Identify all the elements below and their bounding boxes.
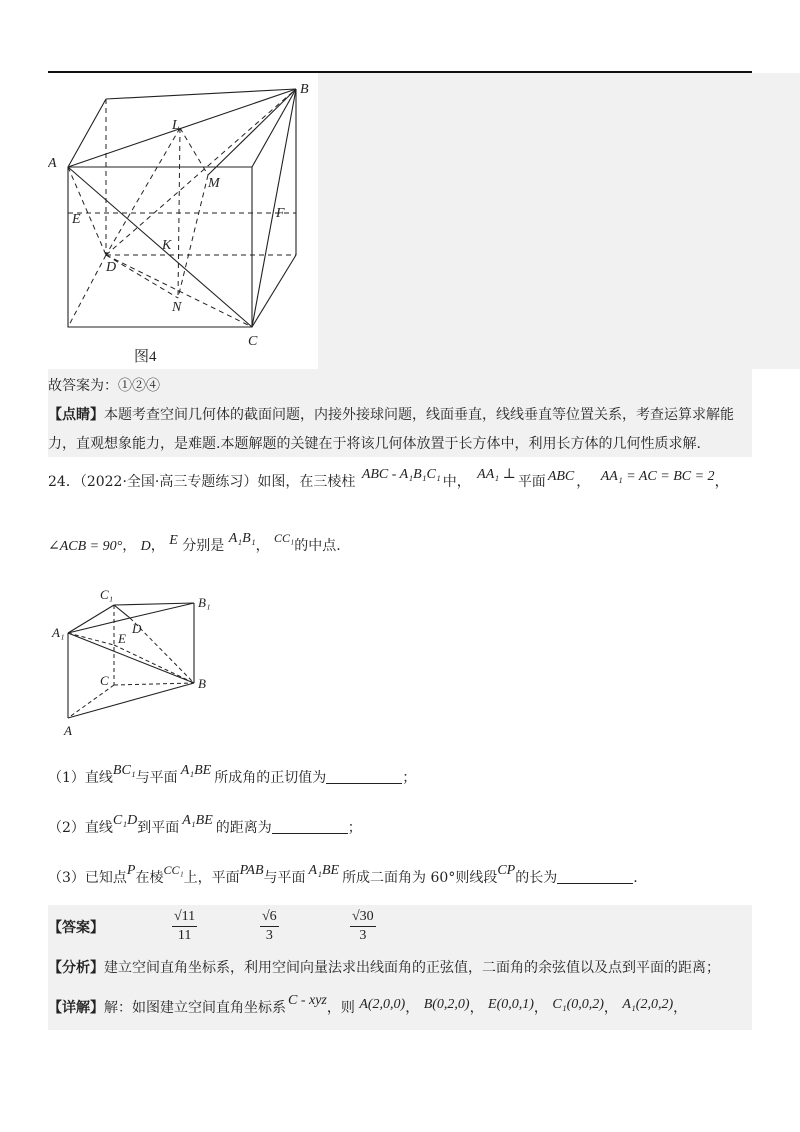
part-3 — [48, 863, 638, 889]
q24-text-3: 平面 — [517, 474, 546, 490]
answer-fraction-3-num: √30 — [350, 908, 376, 927]
point-a: A(2,0,0) — [359, 997, 406, 1012]
answer-fraction-1-num: √11 — [172, 908, 197, 927]
label-d: D — [106, 260, 117, 275]
q24-d: D — [140, 539, 151, 554]
part-3-pre: （3）已知点 — [48, 870, 127, 886]
label-b: B — [300, 82, 309, 97]
part-3-p: P — [126, 863, 136, 878]
q24-line-1 — [48, 467, 729, 493]
answer-line: 故答案为：①②④ — [48, 378, 160, 394]
part-2-pre: （2）直线 — [48, 820, 113, 836]
part-3-cc1: CC₁ — [163, 863, 184, 877]
q24-cc1: CC₁ — [274, 531, 295, 545]
label-k: K — [162, 238, 172, 253]
part-1-post: 所成角的正切值为 — [214, 770, 327, 786]
part-3-answer-blank[interactable] — [557, 869, 633, 884]
part-3-with: 与平面 — [263, 870, 306, 886]
analysis-line — [48, 958, 720, 978]
part-1-mid: 与平面 — [135, 770, 178, 786]
prism-figure — [48, 585, 228, 740]
part-2-semicolon: ； — [347, 820, 362, 836]
label-a: A — [48, 156, 57, 171]
sep-4: ， — [603, 1000, 618, 1016]
q24-comma-3: ， — [122, 538, 137, 554]
part-2-line: C₁D — [112, 813, 138, 828]
q24-text-1: 如图，在三棱柱 — [257, 474, 356, 490]
point-a1: A₁(2,0,2) — [622, 997, 674, 1012]
figure-4-cuboid — [48, 73, 318, 369]
part-3-up: 上，平面 — [183, 870, 240, 886]
part-1-semicolon: ； — [402, 770, 417, 786]
answer-fraction-2-num: √6 — [260, 908, 279, 927]
part-3-pab: PAB — [239, 863, 264, 878]
q24-text-4: 分别是 — [182, 538, 225, 554]
label-f: F — [276, 206, 285, 221]
answer-fraction-1-den: 11 — [177, 928, 192, 943]
prism-label-b1: B₁ — [198, 595, 211, 610]
part-2-mid: 到平面 — [137, 820, 180, 836]
point-b: B(0,2,0) — [423, 997, 470, 1012]
sep-5: ， — [673, 1000, 688, 1016]
label-m: M — [208, 176, 220, 191]
prism-label-a1: A₁ — [52, 625, 65, 640]
prism-label-c: C — [100, 673, 109, 688]
detail-then: ，则 — [326, 1000, 355, 1016]
point-c1: C₁(0,0,2) — [552, 997, 604, 1012]
comment-tag: 【点睛】 — [48, 407, 104, 423]
figure-4-caption: 图4 — [134, 349, 157, 365]
analysis-tag: 【分析】 — [48, 960, 104, 976]
part-3-end: 的长为 — [515, 870, 558, 886]
q24-comma-2: ， — [714, 474, 729, 490]
prism-label-e: E — [118, 631, 126, 646]
q24-line-2 — [48, 531, 341, 557]
point-e: E(0,0,1) — [488, 997, 534, 1012]
q24-e: E — [169, 533, 178, 548]
q24-angle: ∠ACB = 90° — [48, 539, 123, 554]
sep-1: ， — [405, 1000, 420, 1016]
label-n: N — [172, 300, 182, 315]
part-2-plane: A₁BE — [182, 813, 213, 828]
part-3-plane: A₁BE — [308, 863, 340, 878]
label-l: L — [172, 118, 180, 133]
comment-text-1: 本题考查空间几何体的截面问题，内接外接球问题，线面垂直，线线垂直等位置关系，考查运算求解能 — [104, 407, 734, 423]
q24-number: 24． — [48, 474, 80, 490]
comment-line-1 — [48, 405, 734, 425]
detail-line — [48, 993, 688, 1019]
q24-text-5: 的中点. — [294, 538, 341, 554]
answer-fraction-3-den: 3 — [359, 928, 367, 943]
part-3-in: 在棱 — [135, 870, 164, 886]
part-1-pre: （1）直线 — [48, 770, 113, 786]
comment-line-2: 力，直观想象能力，是难题.本题解题的关键在于将该几何体放置于长方体中，利用长方体的几何性质求解. — [48, 436, 701, 452]
part-1 — [48, 763, 417, 789]
q24-prism: ABC - A₁B₁C₁ — [361, 467, 441, 482]
q24-aa1-perp: AA₁ ⊥ — [477, 467, 516, 482]
detail-text: 解：如图建立空间直角坐标系 — [104, 1000, 286, 1016]
detail-coord: C - xyz — [288, 993, 327, 1008]
q24-comma-5: ， — [255, 538, 270, 554]
part-1-answer-blank[interactable] — [326, 769, 402, 784]
part-1-plane: A₁BE — [180, 763, 212, 778]
part-2-post: 的距离为 — [215, 820, 272, 836]
q24-plane-abc: ABC — [547, 469, 575, 484]
q24-a1b1: A₁B₁ — [228, 531, 256, 546]
answer-fraction-1 — [172, 908, 197, 945]
part-3-post: 所成二面角为 60°则线段 — [342, 870, 498, 886]
answer-fraction-3 — [350, 908, 376, 945]
answer-fraction-2 — [260, 908, 279, 945]
part-3-cp: CP — [497, 863, 516, 878]
part-1-line: BC₁ — [112, 763, 136, 778]
detail-tag: 【详解】 — [48, 1000, 104, 1016]
label-e: E — [72, 212, 81, 227]
answer-tag: 【答案】 — [48, 920, 104, 936]
prism-label-a: A — [64, 723, 72, 738]
part-2 — [48, 813, 362, 839]
q24-comma-4: ， — [150, 538, 165, 554]
q24-condition: AA₁ = AC = BC = 2 — [600, 469, 715, 484]
answer-fraction-2-den: 3 — [265, 928, 273, 943]
prism-label-b: B — [198, 676, 206, 691]
sep-2: ， — [469, 1000, 484, 1016]
part-2-answer-blank[interactable] — [272, 819, 348, 834]
prism-label-d: D — [132, 621, 142, 636]
part-3-period: . — [633, 870, 638, 886]
prism-label-c1: C₁ — [100, 587, 114, 602]
sep-3: ， — [533, 1000, 548, 1016]
analysis-text: 建立空间直角坐标系，利用空间向量法求出线面角的正弦值，二面角的余弦值以及点到平面的距离； — [104, 960, 720, 976]
q24-comma-1: ， — [576, 474, 591, 490]
q24-text-2: 中， — [442, 474, 471, 490]
label-c: C — [248, 334, 258, 349]
q24-source: （2022·全国·高三专题练习） — [79, 474, 258, 490]
